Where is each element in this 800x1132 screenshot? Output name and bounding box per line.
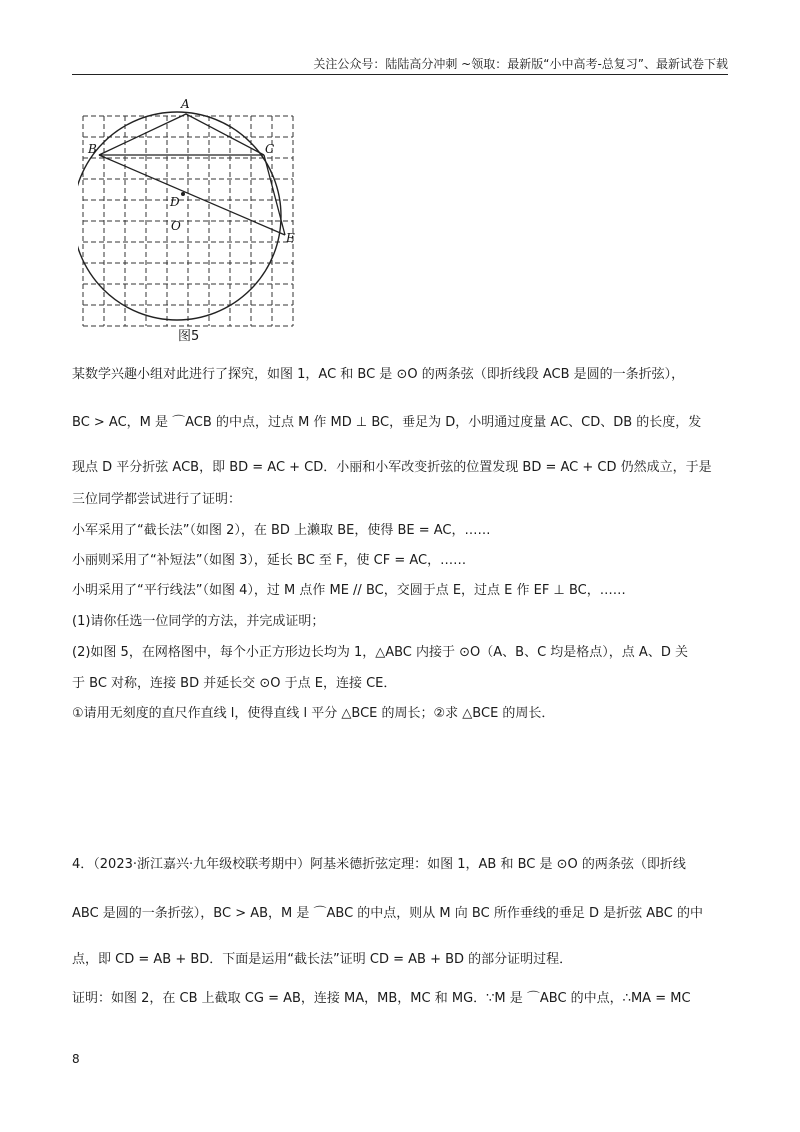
- line-ce: [264, 155, 285, 235]
- p4-line-3: 点，即 CD = AB + BD．下面是运用“截长法”证明 CD = AB + BD 的部分证明过程．: [72, 952, 573, 967]
- p3-line-5: 小军采用了“截长法”（如图 2），在 BD 上濑取 BE，使得 BE = AC，……: [72, 523, 491, 538]
- figure-5: [78, 96, 303, 346]
- p3-question-2c: ①请用无刻度的直尺作直线 l，使得直线 l 平分 △BCE 的周长；②求 △BCE 的周长．: [72, 706, 555, 721]
- p3-line-1: 某数学兴趣小组对此进行了探究，如图 1，AC 和 BC 是 ⊙O 的两条弦（即折线段 ACB 是圆的一条折弦），: [72, 367, 685, 382]
- page-number: 8: [72, 1052, 80, 1066]
- label-e: E: [286, 231, 295, 245]
- p3-question-1: (1)请你任选一位同学的方法，并完成证明；: [72, 614, 325, 629]
- p4-line-2: ABC 是圆的一条折弦），BC > AB，M 是 ⌒ABC 的中点，则从 M 向 BC 所作垂线的垂足 D 是折弦 ABC 的中: [72, 906, 704, 921]
- line-be: [99, 155, 285, 235]
- p3-line-7: 小明采用了“平行线法”（如图 4），过 M 点作 ME // BC，交圆于点 E，过点 E 作 EF ⊥ BC，……: [72, 583, 626, 598]
- label-c: C: [265, 142, 275, 156]
- label-o: O: [171, 219, 181, 233]
- label-a: A: [181, 97, 190, 111]
- point-d: [181, 192, 185, 196]
- triangle-abc: [99, 114, 264, 155]
- p3-question-2b: 于 BC 对称，连接 BD 并延长交 ⊙O 于点 E，连接 CE．: [72, 676, 397, 691]
- p3-question-2a: (2)如图 5，在网格图中，每个小正方形边长均为 1，△ABC 内接于 ⊙O（A、B、C 均是格点），点 A、D 关: [72, 645, 688, 660]
- grid-circle-diagram: [78, 96, 303, 346]
- figure-caption: 图5: [178, 329, 200, 344]
- p3-line-3: 现点 D 平分折弦 ACB，即 BD = AC + CD．小丽和小军改变折弦的位置发现 BD = AC + CD 仍然成立，于是: [72, 460, 712, 475]
- label-d: D: [170, 195, 180, 209]
- p4-line-1: 4．（2023·浙江嘉兴·九年级校联考期中）阿基米德折弦定理：如图 1，AB 和 BC 是 ⊙O 的两条弦（即折线: [72, 857, 686, 872]
- p3-line-4: 三位同学都尝试进行了证明：: [72, 492, 242, 507]
- p3-line-2: BC > AC，M 是 ⌒ACB 的中点，过点 M 作 MD ⊥ BC，垂足为 D，小明通过度量 AC、CD、DB 的长度，发: [72, 415, 702, 430]
- page-header: [72, 52, 728, 75]
- header-text: 关注公众号：陆陆高分冲刺 ~领取：最新版“小中高考-总复习”、最新试卷下载: [313, 57, 728, 71]
- p3-line-6: 小丽则采用了“补短法”（如图 3），延长 BC 至 F，使 CF = AC，……: [72, 553, 467, 568]
- p4-line-4: 证明：如图 2，在 CB 上截取 CG = AB，连接 MA，MB，MC 和 MG．∵M 是 ⌒ABC 的中点，∴MA = MC: [72, 991, 691, 1006]
- label-b: B: [88, 142, 97, 156]
